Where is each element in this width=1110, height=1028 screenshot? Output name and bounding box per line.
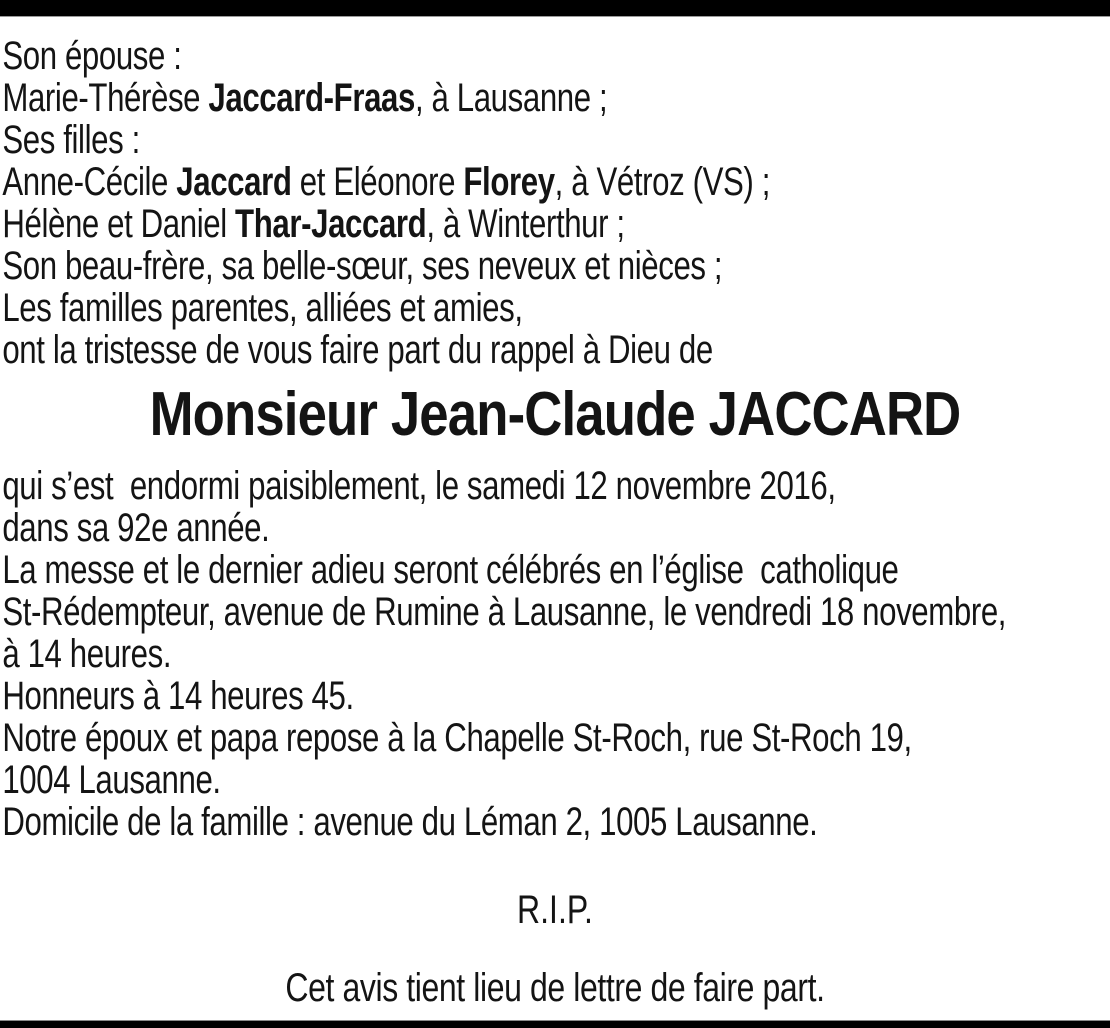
- notice-line: [2, 759, 865, 801]
- notice-line: [2, 203, 865, 245]
- notice-text: Marie-Thérèse: [2, 76, 209, 120]
- rip-row: [111, 889, 999, 931]
- notice-line: [2, 35, 865, 77]
- notice-line: [2, 287, 865, 329]
- notice-line: [2, 801, 865, 843]
- notice-text: Ses filles :: [2, 118, 140, 162]
- notice-line: [2, 161, 865, 203]
- notice-text: Domicile de la famille : avenue du Léman 2, 1005 Lausanne.: [2, 800, 818, 844]
- notice-line: [2, 507, 865, 549]
- death-notice: [0, 17, 1110, 1009]
- notice-text: Les familles parentes, alliées et amies,: [2, 286, 523, 330]
- notice-text: Hélène et Daniel: [2, 202, 236, 246]
- notice-text: Honneurs à 14 heures 45.: [2, 674, 354, 718]
- notice-line: [2, 77, 865, 119]
- notice-line: [2, 329, 865, 371]
- notice-text: , à Winterthur ;: [426, 202, 625, 246]
- notice-text: 1004 Lausanne.: [2, 758, 221, 802]
- notice-line: [2, 245, 865, 287]
- top-border-bar: [0, 0, 1110, 17]
- notice-text: ont la tristesse de vous faire part du rappel à Dieu de: [2, 328, 713, 372]
- notice-text: qui s’est endormi paisiblement, le samedi 12 novembre 2016,: [2, 464, 836, 508]
- notice-text: Notre époux et papa repose à la Chapelle St-Roch, rue St-Roch 19,: [2, 716, 912, 760]
- notice-line: [2, 465, 865, 507]
- closing-row: [111, 967, 999, 1009]
- title-row: [83, 375, 1027, 455]
- notice-text: , à Vétroz (VS) ;: [554, 160, 770, 204]
- rip-text: R.I.P.: [517, 888, 593, 932]
- bottom-border-bar: [0, 1020, 1110, 1028]
- notice-text: , à Lausanne ;: [414, 76, 608, 120]
- notice-line: [2, 590, 1007, 634]
- notice-text: dans sa 92e année.: [2, 506, 270, 550]
- closing-line: Cet avis tient lieu de lettre de faire part.: [285, 966, 825, 1010]
- family-surname-bold: Jaccard-Fraas: [208, 76, 415, 120]
- notice-text: Son beau-frère, sa belle-sœur, ses neveux et nièces ;: [2, 244, 723, 288]
- notice-text: Son épouse :: [2, 34, 182, 78]
- notice-text: et Eléonore: [291, 160, 464, 204]
- notice-line: [2, 675, 865, 717]
- family-surname-bold: Thar-Jaccard: [235, 202, 427, 246]
- notice-line: [2, 716, 912, 760]
- notice-text: La messe et le dernier adieu seront célébrés en l’église catholique: [2, 548, 899, 592]
- notice-line: [2, 633, 865, 675]
- notice-line: [2, 119, 865, 161]
- family-surname-bold: Jaccard: [176, 160, 292, 204]
- notice-text: à 14 heures.: [2, 632, 172, 676]
- details-paragraph: [0, 464, 1007, 844]
- notice-text: St-Rédempteur, avenue de Rumine à Lausanne, le vendredi 18 novembre,: [2, 590, 1007, 634]
- notice-line: [2, 548, 899, 592]
- family-surname-bold: Florey: [463, 160, 555, 204]
- intro-paragraph: [0, 35, 866, 371]
- notice-text: Anne-Cécile: [2, 160, 177, 204]
- deceased-name-title: Monsieur Jean-Claude JACCARD: [149, 380, 961, 449]
